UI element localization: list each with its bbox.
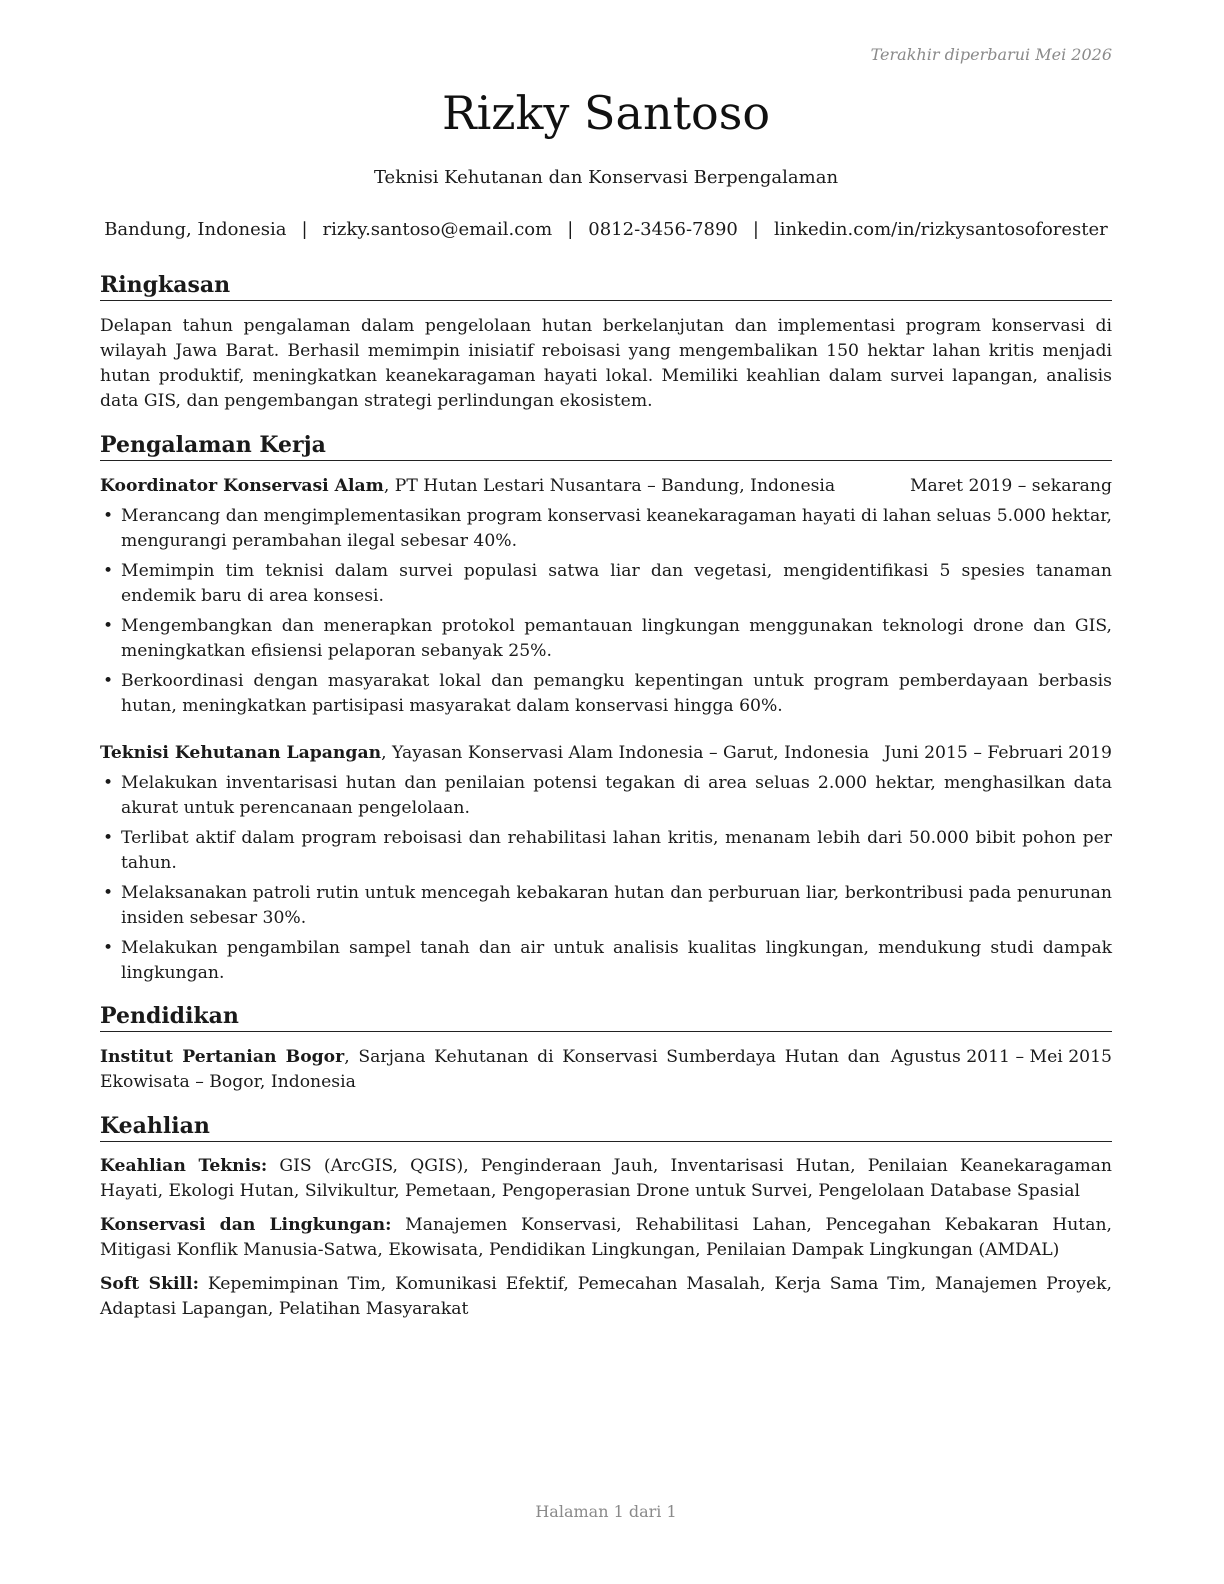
education-detail xyxy=(100,1045,880,1095)
last-updated-note: Terakhir diperbarui Mei 2026 xyxy=(870,45,1112,64)
bullet-icon: • xyxy=(103,506,114,526)
bullet-text: Mengembangkan dan menerapkan protokol pemantauan lingkungan menggunakan teknologi drone dan GIS, meningkatkan efisiensi pelaporan sebanyak 25%. xyxy=(121,616,1112,661)
skill-group-technical xyxy=(100,1154,1112,1204)
section-title-summary: Ringkasan xyxy=(100,272,1112,301)
skill-group-soft xyxy=(100,1272,1112,1322)
education-dates: Agustus 2011 – Mei 2015 xyxy=(890,1047,1112,1067)
job-dates: Maret 2019 – sekarang xyxy=(909,476,1112,496)
bullet-text: Melakukan inventarisasi hutan dan penilaian potensi tegakan di area seluas 2.000 hektar, menghasilkan data akurat untuk perencanaan pengelolaan. xyxy=(121,773,1112,818)
education-degree: , Sarjana Kehutanan di Konservasi Sumberdaya Hutan dan Ekowisata – Bogor, Indonesia xyxy=(100,1047,880,1092)
job-org: , PT Hutan Lestari Nusantara – Bandung, Indonesia xyxy=(383,476,836,496)
bullet-icon: • xyxy=(103,828,114,848)
skill-group-label: Soft Skill: xyxy=(100,1274,199,1294)
bullet-text: Merancang dan mengimplementasikan program konservasi keanekaragaman hayati di lahan seluas 5.000 hektar, mengurangi perambahan ilegal sebesar 40%. xyxy=(121,506,1112,551)
bullet-icon: • xyxy=(103,616,114,636)
bullet-text: Terlibat aktif dalam program reboisasi dan rehabilitasi lahan kritis, menanam lebih dari 50.000 bibit pohon per tahun. xyxy=(121,828,1112,873)
bullet-text: Melakukan pengambilan sampel tanah dan air untuk analisis kualitas lingkungan, mendukung studi dampak lingkungan. xyxy=(121,938,1112,983)
list-item xyxy=(100,614,1112,664)
candidate-headline: Teknisi Kehutanan dan Konservasi Berpengalaman xyxy=(373,167,839,188)
bullet-icon: • xyxy=(103,773,114,793)
list-item xyxy=(100,936,1112,986)
bullet-text: Memimpin tim teknisi dalam survei populasi satwa liar dan vegetasi, mengidentifikasi 5 spesies tanaman endemik baru di area konsesi. xyxy=(121,561,1112,606)
candidate-name: Rizky Santoso xyxy=(441,86,771,140)
job-role: Teknisi Kehutanan Lapangan xyxy=(100,743,382,763)
summary-text: Delapan tahun pengalaman dalam pengelolaan hutan berkelanjutan dan implementasi program konservasi di wilayah Jawa Barat. Berhasil memimpin inisiatif reboisasi yang mengembalikan 150 hektar lahan kritis menjadi hutan produktif, meningkatkan keanekaragaman hayati lokal. Memiliki keahlian dalam survei lapangan, analisis data GIS, dan pengembangan strategi perlindungan ekosistem. xyxy=(100,316,1112,411)
list-item xyxy=(100,771,1112,821)
contact-email[interactable]: rizky.santoso@email.com xyxy=(322,219,553,240)
job-dates: Juni 2015 – Februari 2019 xyxy=(884,743,1112,763)
page-number: Halaman 1 dari 1 xyxy=(535,1502,677,1521)
section-title-skills: Keahlian xyxy=(100,1113,1112,1142)
job-header xyxy=(100,474,1112,499)
skill-group-text: GIS (ArcGIS, QGIS), Penginderaan Jauh, Inventarisasi Hutan, Penilaian Keanekaragaman Hayati, Ekologi Hutan, Silvikultur, Pemetaan, Pengoperasian Drone untuk Survei, Pengelolaan Database Spasial xyxy=(100,1156,1112,1201)
skill-group-conservation xyxy=(100,1213,1112,1263)
job-role: Koordinator Konservasi Alam xyxy=(100,476,384,496)
bullet-icon: • xyxy=(103,671,114,691)
job-title-line xyxy=(100,741,869,766)
skill-group-text: Kepemimpinan Tim, Komunikasi Efektif, Pemecahan Masalah, Kerja Sama Tim, Manajemen Proyek, Adaptasi Lapangan, Pelatihan Masyarakat xyxy=(100,1274,1112,1319)
list-item xyxy=(100,559,1112,609)
education-entry xyxy=(100,1045,1112,1095)
job-bullets xyxy=(100,504,1112,724)
contact-separator: | xyxy=(752,219,759,240)
contact-phone: 0812-3456-7890 xyxy=(588,219,738,240)
section-title-education: Pendidikan xyxy=(100,1003,1112,1032)
resume-page xyxy=(100,0,1112,1584)
skill-group-label: Konservasi dan Lingkungan: xyxy=(100,1215,392,1235)
contact-location: Bandung, Indonesia xyxy=(104,219,287,240)
list-item xyxy=(100,669,1112,719)
education-institution: Institut Pertanian Bogor xyxy=(100,1047,345,1067)
job-header xyxy=(100,741,1112,766)
list-item xyxy=(100,881,1112,931)
bullet-text: Melaksanakan patroli rutin untuk mencegah kebakaran hutan dan perburuan liar, berkontribusi pada penurunan insiden sebesar 30%. xyxy=(121,883,1112,928)
job-bullets xyxy=(100,771,1112,991)
bullet-text: Berkoordinasi dengan masyarakat lokal dan pemangku kepentingan untuk program pemberdayaan berbasis hutan, meningkatkan partisipasi masyarakat dalam konservasi hingga 60%. xyxy=(121,671,1112,716)
bullet-icon: • xyxy=(103,883,114,903)
skill-group-text: Manajemen Konservasi, Rehabilitasi Lahan, Pencegahan Kebakaran Hutan, Mitigasi Konflik Manusia-Satwa, Ekowisata, Pendidikan Lingkungan, Penilaian Dampak Lingkungan (AMDAL) xyxy=(100,1215,1112,1260)
contact-separator: | xyxy=(301,219,308,240)
contact-separator: | xyxy=(567,219,574,240)
list-item xyxy=(100,504,1112,554)
bullet-icon: • xyxy=(103,561,114,581)
job-title-line xyxy=(100,474,835,499)
skill-group-label: Keahlian Teknis: xyxy=(100,1156,268,1176)
contact-linkedin-link[interactable]: linkedin.com/in/rizkysantosoforester xyxy=(773,219,1108,240)
contact-line xyxy=(100,219,1112,240)
bullet-icon: • xyxy=(103,938,114,958)
job-org: , Yayasan Konservasi Alam Indonesia – Garut, Indonesia xyxy=(381,743,870,763)
list-item xyxy=(100,826,1112,876)
section-title-experience: Pengalaman Kerja xyxy=(100,432,1112,461)
